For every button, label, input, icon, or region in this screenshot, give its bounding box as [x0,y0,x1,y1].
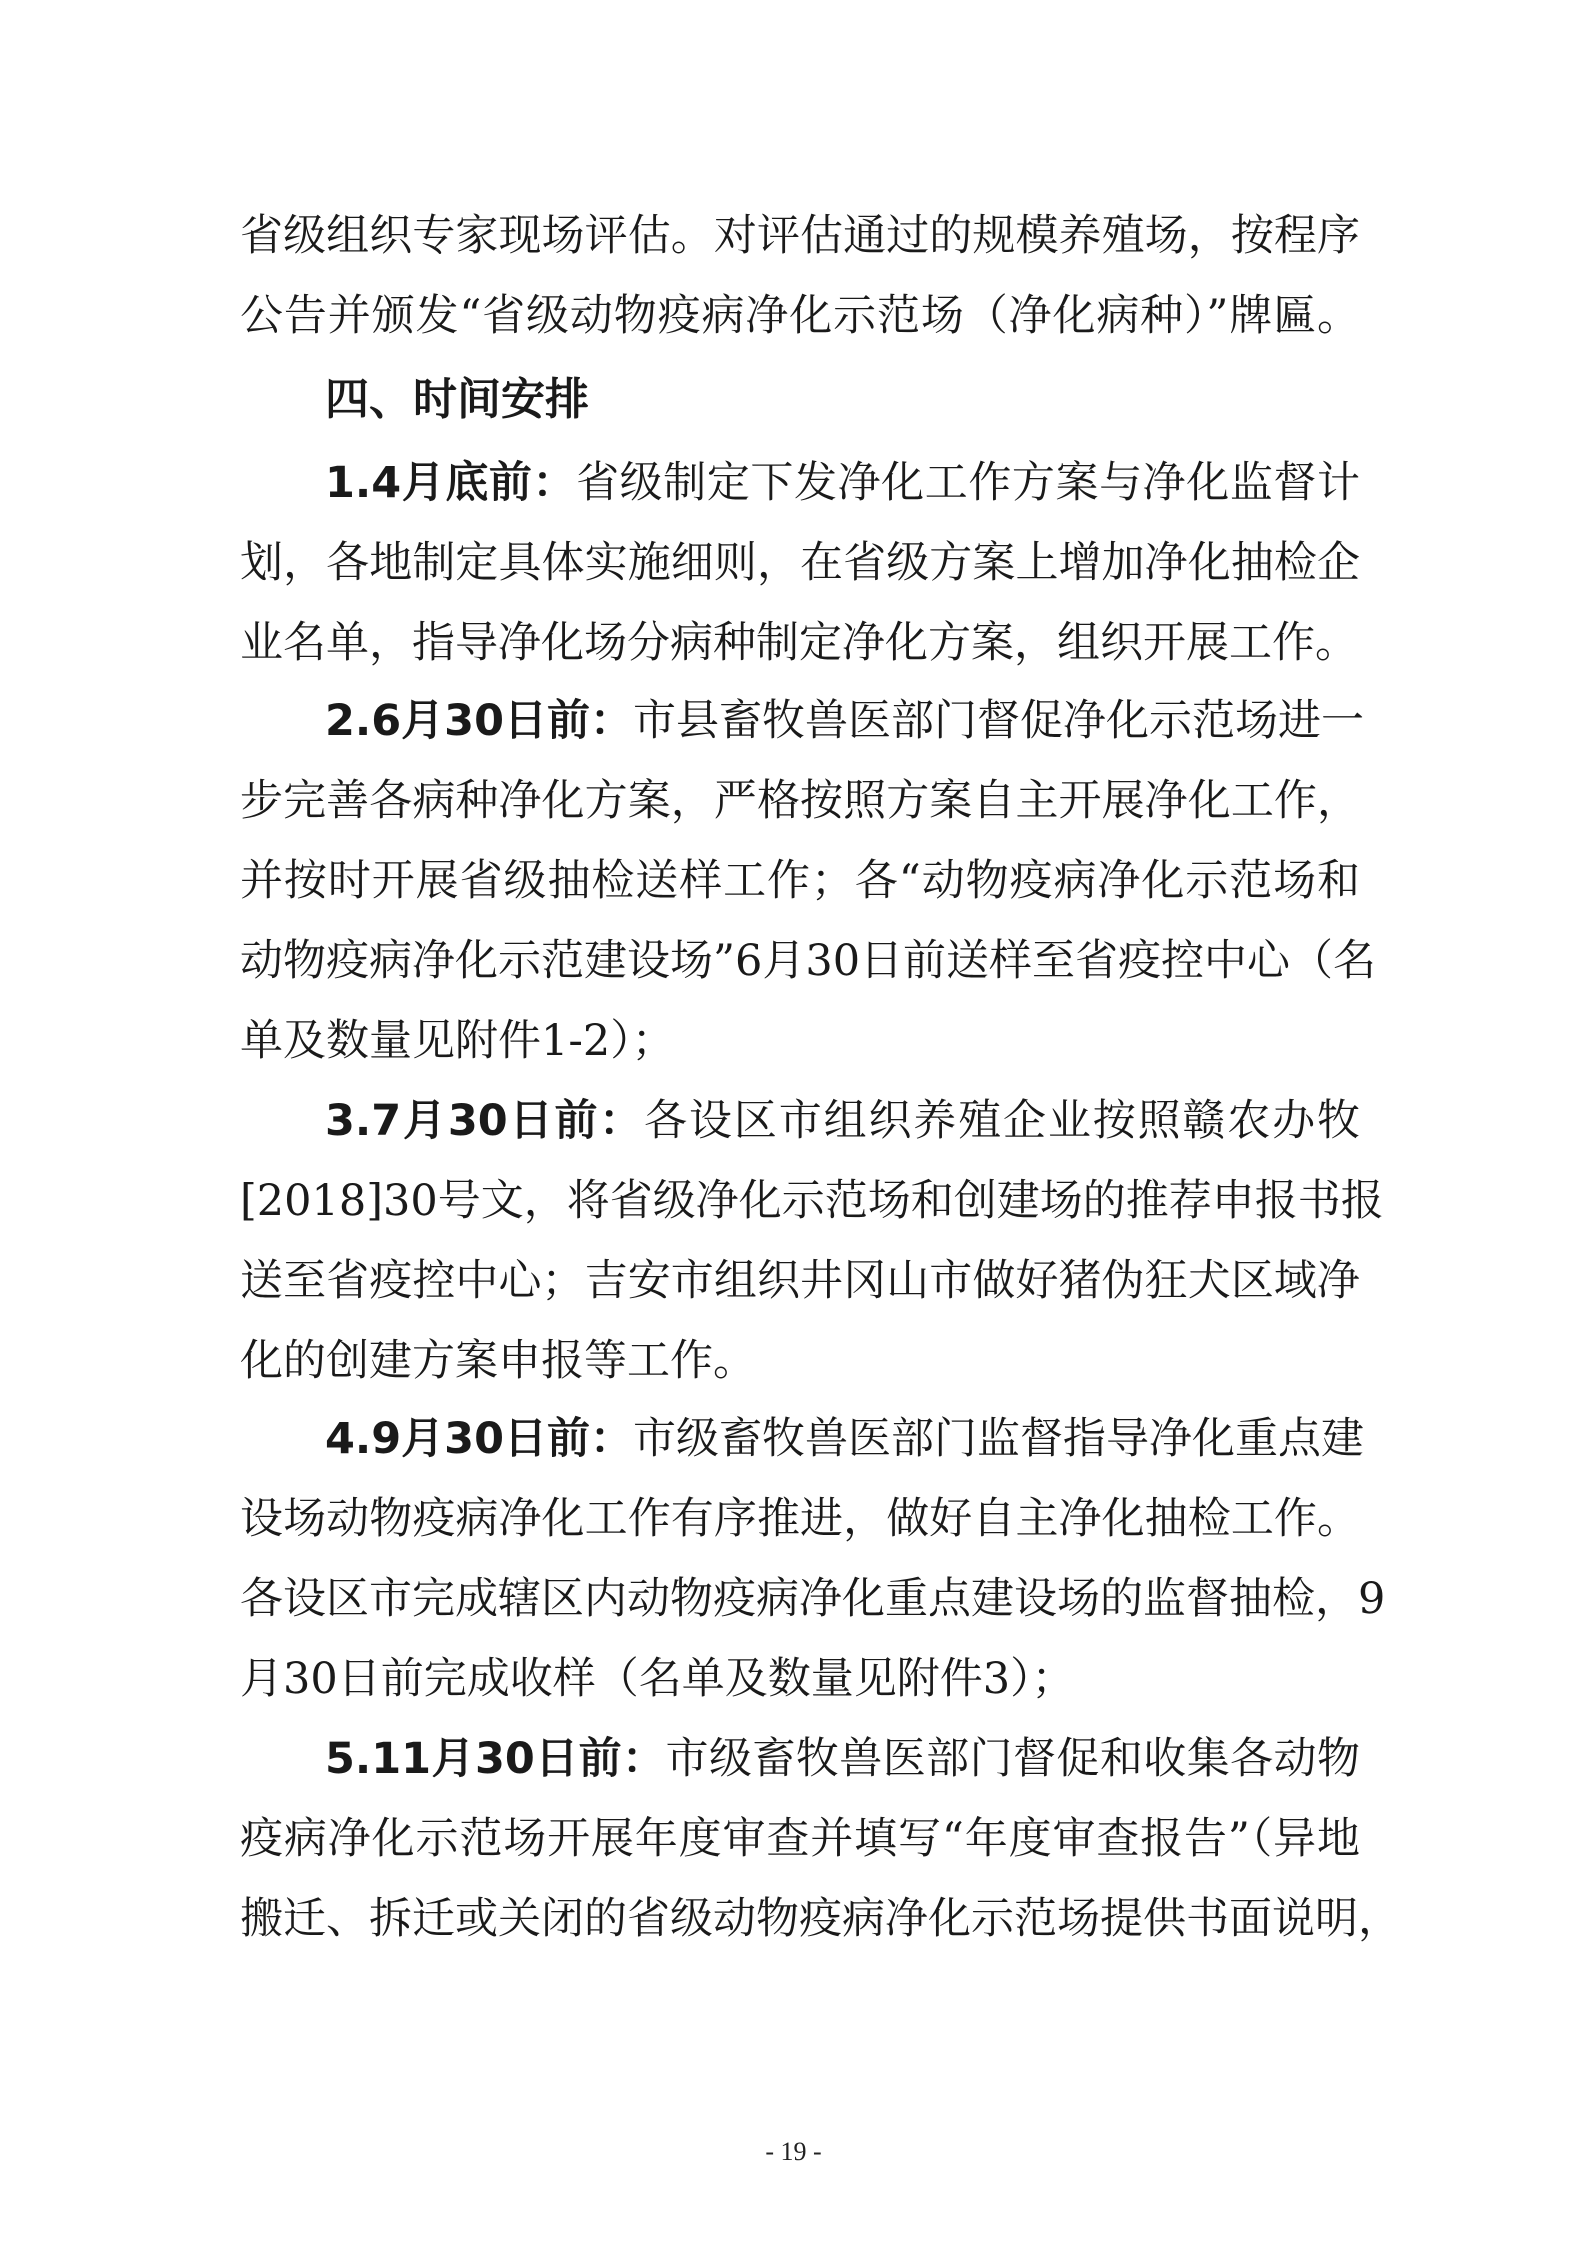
paragraph-line: 并按时开展省级抽检送样工作；各“动物疫病净化示范场和 [240,856,1360,906]
paragraph-first-line [325,1096,1361,1146]
paragraph-line: 省级组织专家现场评估。对评估通过的规模养殖场，按程序 [240,211,1360,261]
paragraph-lead: 5.11月30日前： [325,1734,666,1784]
paragraph-line: 单及数量见附件1-2）； [240,1016,675,1066]
paragraph-line: 动物疫病净化示范建设场”6月30日前送样至省疫控中心（名 [240,936,1377,986]
paragraph-text: 各设区市组织养殖企业按照赣农办牧 [644,1096,1361,1146]
paragraph-line: 搬迁、拆迁或关闭的省级动物疫病净化示范场提供书面说明， [240,1894,1401,1944]
section-heading: 四、时间安排 [325,374,589,425]
paragraph-lead: 3.7月30日前： [325,1096,645,1146]
paragraph-line: 疫病净化示范场开展年度审查并填写“年度审查报告”（异地 [240,1814,1360,1864]
paragraph-first-line [325,1414,1365,1464]
paragraph-line: 送至省疫控中心；吉安市组织井冈山市做好猪伪狂犬区域净 [240,1256,1360,1306]
paragraph-lead: 4.9月30日前： [325,1414,634,1464]
paragraph-line: 化的创建方案申报等工作。 [240,1336,756,1386]
paragraph-line: 业名单，指导净化场分病种制定净化方案，组织开展工作。 [240,618,1358,668]
paragraph-line: [2018]30号文，将省级净化示范场和创建场的推荐申报书报 [240,1176,1384,1226]
paragraph-line: 划，各地制定具体实施细则，在省级方案上增加净化抽检企 [240,538,1360,588]
paragraph-text: 市级畜牧兽医部门督促和收集各动物 [665,1734,1361,1784]
paragraph-line: 各设区市完成辖区内动物疫病净化重点建设场的监督抽检，9 [240,1574,1386,1624]
paragraph-first-line [325,696,1365,746]
paragraph-line: 设场动物疫病净化工作有序推进，做好自主净化抽检工作。 [240,1494,1360,1544]
paragraph-text: 省级制定下发净化工作方案与净化监督计 [576,458,1360,508]
paragraph-line: 公告并颁发“省级动物疫病净化示范场（净化病种）”牌匾。 [240,291,1360,341]
paragraph-line: 步完善各病种净化方案，严格按照方案自主开展净化工作， [240,776,1360,826]
paragraph-line: 月30日前完成收样（名单及数量见附件3）； [240,1654,1075,1704]
page-number: - 19 - [765,2137,822,2166]
paragraph-lead: 1.4月底前： [325,458,577,508]
paragraph-first-line [325,458,1360,508]
paragraph-first-line [325,1734,1361,1784]
paragraph-lead: 2.6月30日前： [325,696,634,746]
paragraph-text: 市级畜牧兽医部门监督指导净化重点建 [633,1414,1365,1464]
paragraph-text: 市县畜牧兽医部门督促净化示范场进一 [633,696,1365,746]
